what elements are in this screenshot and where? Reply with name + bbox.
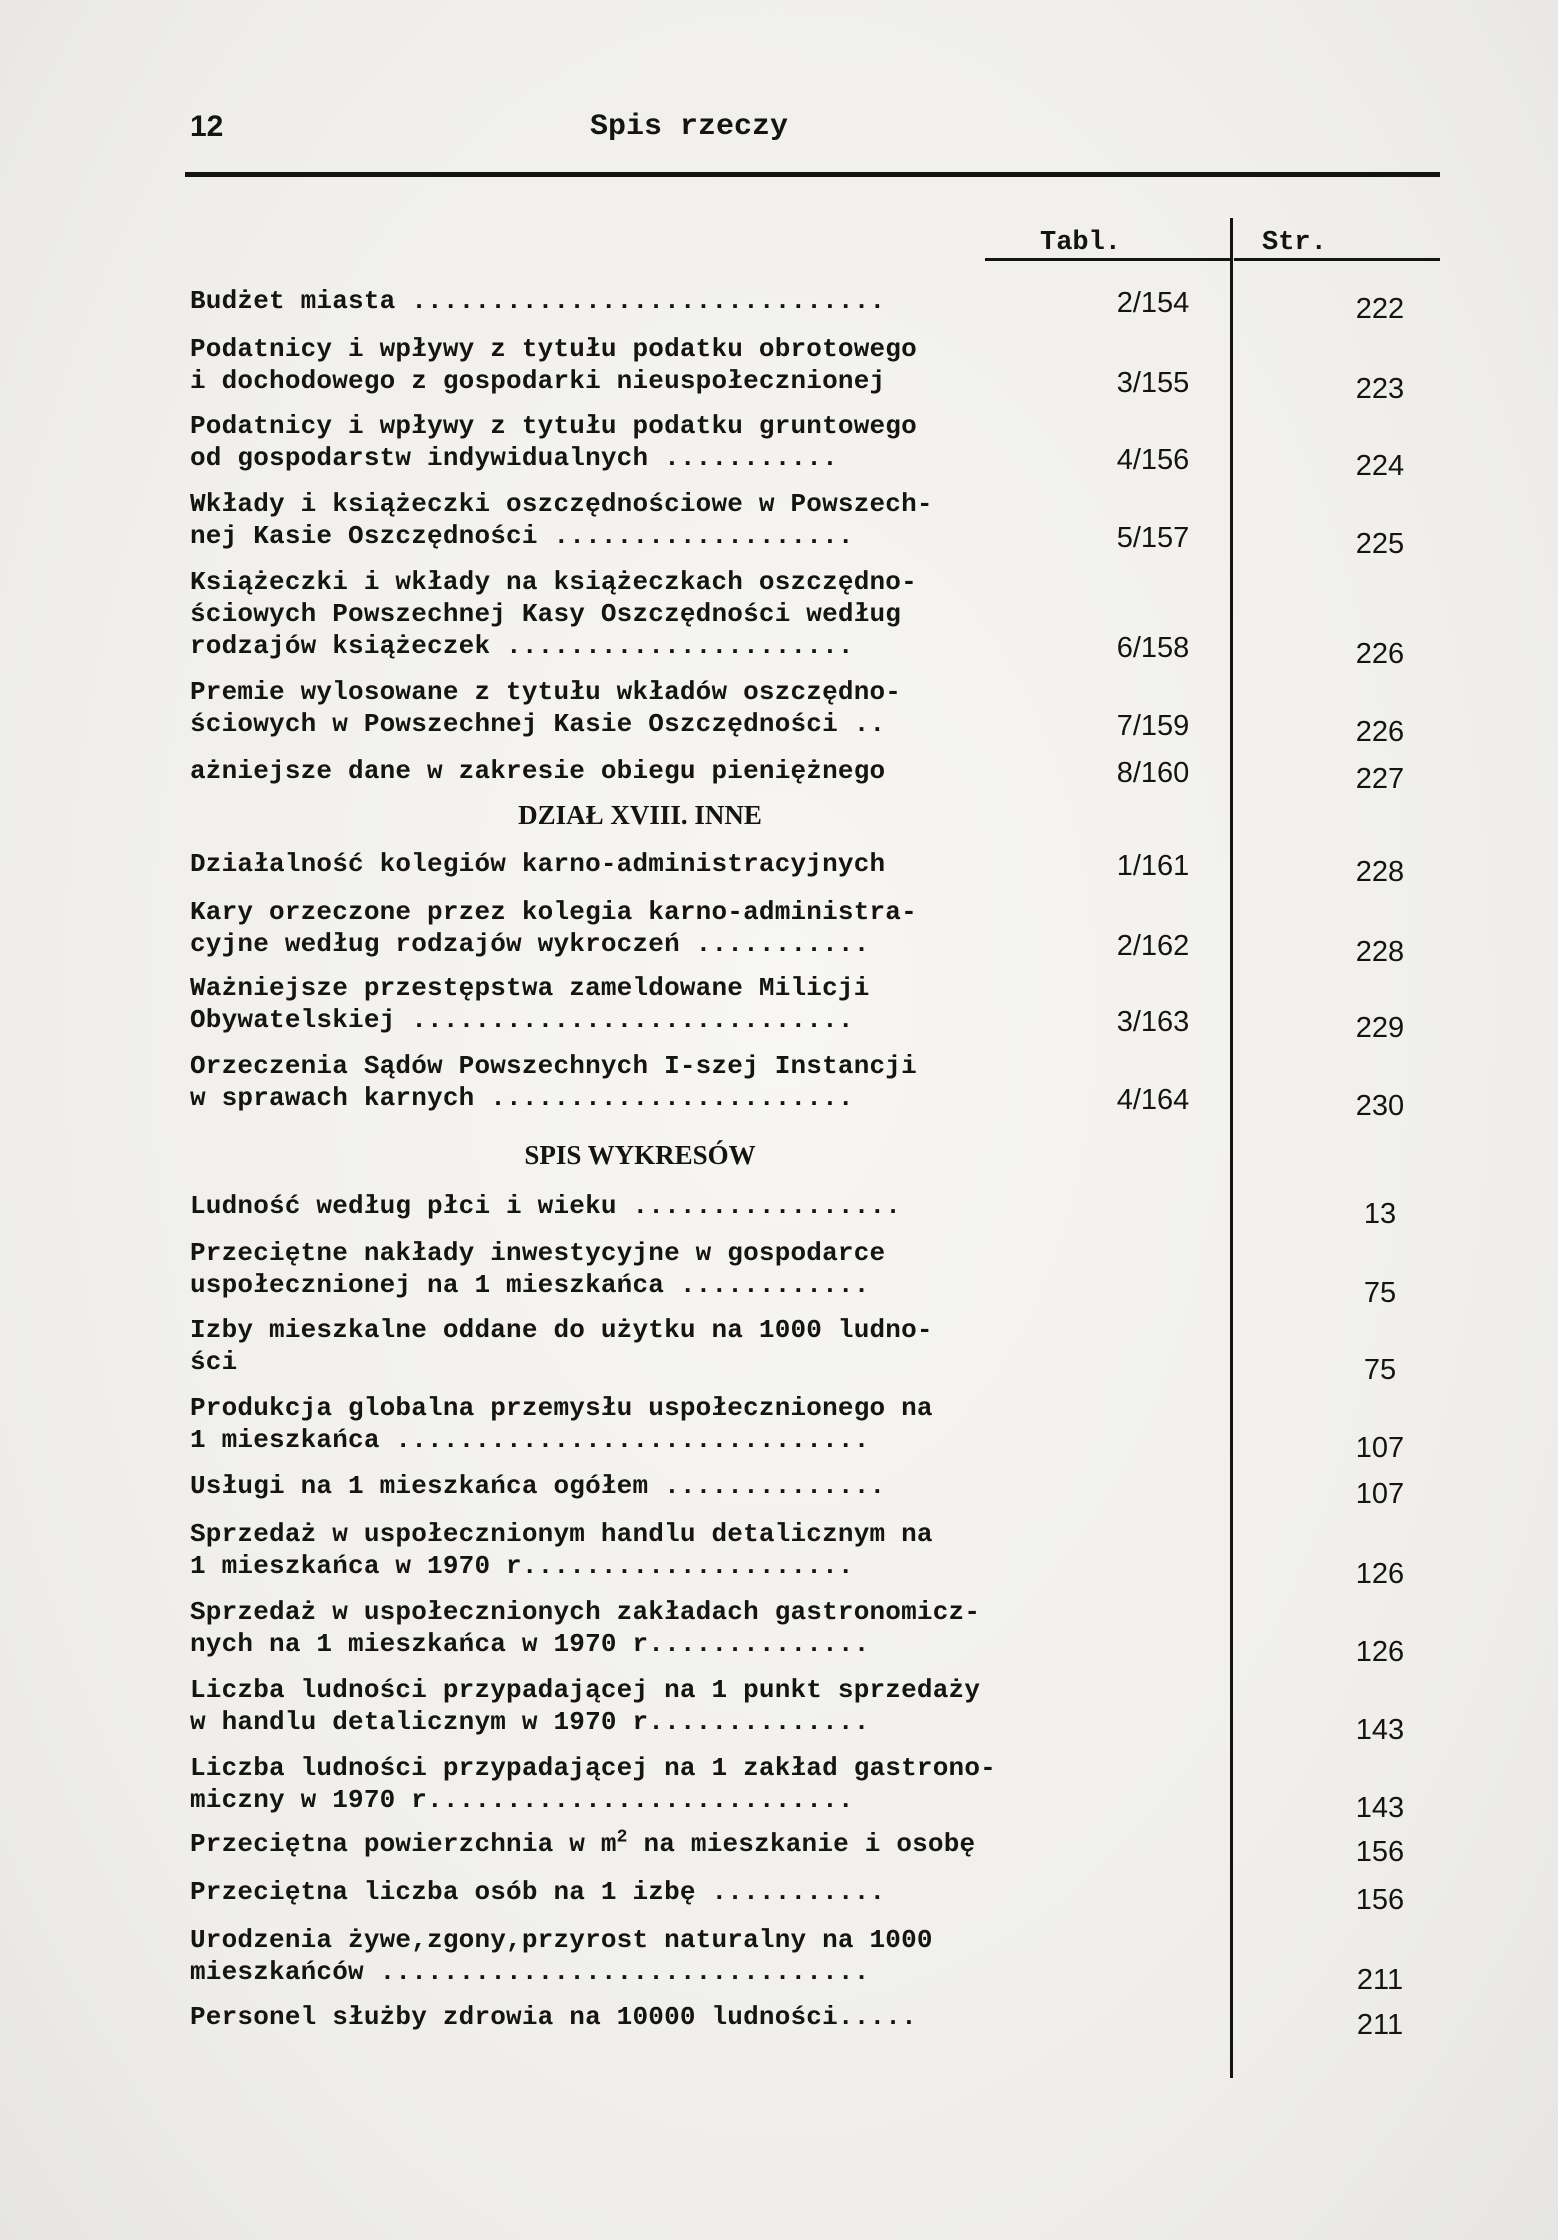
toc-entry-title: Personel służby zdrowia na 10000 ludności..... — [190, 2002, 917, 2032]
toc-entry-page-number: 227 — [1355, 763, 1405, 795]
toc-entry-title: Ważniejsze przestępstwa zameldowane Milicji Obywatelskiej ............................ — [190, 973, 870, 1035]
toc-entry-page-number: 75 — [1363, 1277, 1397, 1309]
toc-entry-page-number: 211 — [1356, 2009, 1404, 2041]
toc-entry-page-number: 228 — [1355, 856, 1405, 888]
toc-entry-table-number: 5/157 — [1116, 522, 1190, 554]
toc-entry-title: Budżet miasta .............................. — [190, 286, 886, 316]
toc-entry-page-number: 156 — [1355, 1836, 1405, 1868]
toc-entry-title: Kary orzeczone przez kolegia karno-administra- cyjne według rodzajów wykroczeń ........... — [190, 897, 917, 959]
toc-entry-page-number: 223 — [1355, 373, 1405, 405]
toc-entry-page-number: 107 — [1355, 1478, 1405, 1510]
toc-entry-title: ażniejsze dane w zakresie obiegu pieniężnego — [190, 756, 886, 786]
toc-entry-page-number: 230 — [1355, 1090, 1405, 1122]
toc-entry-title: Podatnicy i wpływy z tytułu podatku gruntowego od gospodarstw indywidualnych ........... — [190, 411, 917, 473]
toc-entry-title: Działalność kolegiów karno-administracyjnych — [190, 849, 886, 879]
toc-entry-title: Przeciętna powierzchnia w $m^2$ na mieszkanie i osobę — [190, 1827, 976, 1859]
toc-entry-page-number: 224 — [1355, 450, 1405, 482]
toc-entry-table-number: 3/155 — [1116, 367, 1190, 399]
toc-entry-title: Premie wylosowane z tytułu wkładów oszczędno- ściowych w Powszechnej Kasie Oszczędności .. — [190, 677, 902, 739]
toc-entry-table-number: 1/161 — [1116, 850, 1190, 882]
toc-entry-title: Przeciętne nakłady inwestycyjne w gospodarce uspołecznionej na 1 mieszkańca ............ — [190, 1238, 886, 1300]
toc-entry-page-number: 107 — [1355, 1432, 1405, 1464]
toc-entry-table-number: 2/154 — [1116, 287, 1190, 319]
toc-entry-table-number: 3/163 — [1116, 1006, 1190, 1038]
toc-entry-title: Urodzenia żywe,zgony,przyrost naturalny na 1000 mieszkańców ............................... — [190, 1925, 933, 1987]
toc-entry-page-number: 126 — [1355, 1558, 1405, 1590]
section-heading: DZIAŁ XVIII. INNE — [518, 800, 762, 830]
toc-entry-page-number: 226 — [1355, 638, 1405, 670]
page-title: Spis rzeczy — [590, 110, 789, 144]
toc-entry-page-number: 226 — [1355, 716, 1405, 748]
toc-entry-page-number: 211 — [1356, 1964, 1404, 1996]
toc-entry-page-number: 222 — [1355, 293, 1405, 325]
toc-entry-title: Książeczki i wkłady na książeczkach oszczędno- ściowych Powszechnej Kasy Oszczędności według rodzajów książeczek ...................... — [190, 567, 917, 661]
toc-entry-title: Ludność według płci i wieku ................. — [190, 1191, 902, 1221]
toc-entry-title: Sprzedaż w uspołecznionych zakładach gastronomicz- nych na 1 mieszkańca w 1970 r.............. — [190, 1597, 981, 1659]
toc-entry-title: Wkłady i książeczki oszczędnościowe w Powszech- nej Kasie Oszczędności ................... — [190, 489, 933, 551]
toc-entry-page-number: 156 — [1355, 1884, 1405, 1916]
toc-entry-title: Produkcja globalna przemysłu uspołecznionego na 1 mieszkańca .............................. — [190, 1393, 933, 1455]
section-heading: SPIS WYKRESÓW — [524, 1140, 756, 1170]
toc-entry-page-number: 13 — [1363, 1198, 1397, 1230]
toc-entry-table-number: 7/159 — [1116, 710, 1190, 742]
toc-entry-page-number: 225 — [1355, 528, 1405, 560]
toc-entry-title: Przeciętna liczba osób na 1 izbę ........... — [190, 1877, 886, 1907]
toc-entry-title: Liczba ludności przypadającej na 1 punkt sprzedaży w handlu detalicznym w 1970 r.............. — [190, 1675, 981, 1737]
page-number: 12 — [190, 110, 224, 143]
toc-entry-title: Orzeczenia Sądów Powszechnych I-szej Instancji w sprawach karnych ....................... — [190, 1051, 917, 1113]
toc-entry-table-number: 4/164 — [1116, 1084, 1190, 1116]
toc-entry-page-number: 126 — [1355, 1636, 1405, 1668]
toc-entry-page-number: 229 — [1355, 1012, 1405, 1044]
toc-entry-title: Podatnicy i wpływy z tytułu podatku obrotowego i dochodowego z gospodarki nieuspołecznionej — [190, 334, 917, 396]
toc-entry-table-number: 6/158 — [1116, 632, 1190, 664]
toc-entry-title: Izby mieszkalne oddane do użytku na 1000 ludno- ści — [190, 1315, 933, 1377]
toc-entry-table-number: 2/162 — [1116, 930, 1190, 962]
toc-entry-page-number: 143 — [1355, 1714, 1405, 1746]
toc-entry-table-number: 4/156 — [1116, 444, 1190, 476]
column-header-str: Str. — [1262, 228, 1327, 258]
toc-entry-table-number: 8/160 — [1116, 757, 1190, 789]
toc-entry-title: Liczba ludności przypadającej na 1 zakład gastrono- miczny w 1970 r........................... — [190, 1753, 996, 1815]
toc-entry-page-number: 143 — [1355, 1792, 1405, 1824]
toc-entry-page-number: 228 — [1355, 936, 1405, 968]
toc-entry-page-number: 75 — [1363, 1354, 1397, 1386]
column-header-tabl: Tabl. — [1040, 228, 1122, 258]
toc-entry-title: Usługi na 1 mieszkańca ogółem .............. — [190, 1471, 886, 1501]
toc-entry-title: Sprzedaż w uspołecznionym handlu detalicznym na 1 mieszkańca w 1970 r..................... — [190, 1519, 933, 1581]
